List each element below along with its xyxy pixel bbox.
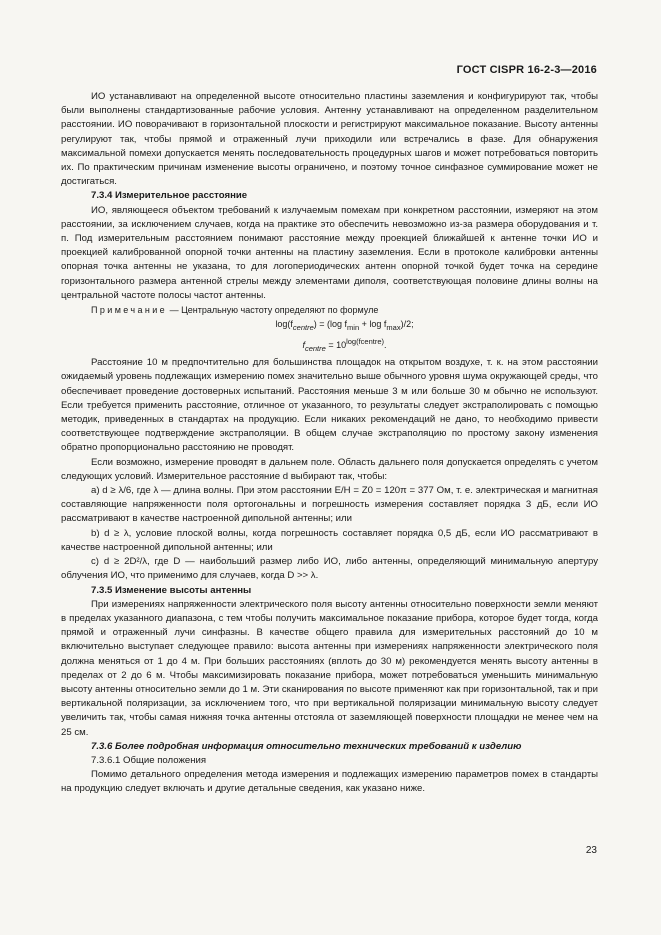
paragraph-preferred-distance: Расстояние 10 м предпочтительно для большинства площадок на открытом воздухе, т. к. на этом расстоянии ожидаемый уровень подлежащих измерению помех значительно выше обычного уровня шума окружающей среды, что обеспечивает проведение достоверных испытаний. Расстояния меньше 3 м или больше 30 м обычно не используют. Если требуется применить расстояние, отличное от указанного, то результаты следует экстраполировать с помощью методик, приведенных в стандартах на продукцию. Если никаких рекомендаций не дано, то необходимо привести соответствующее подтверждение экстраполяции. В общем случае экстраполяцию по простому закону изменения обратно пропорционально расстоянию не проводят. bbox=[61, 357, 598, 454]
page-number: 23 bbox=[585, 845, 597, 856]
paragraph-far-field: Если возможно, измерение проводят в дальнем поле. Область дальнего поля допускается определять с учетом следующих условий. Измерительное расстояние d выбирают так, чтобы: bbox=[61, 456, 598, 482]
paragraph-antenna-height: При измерениях напряженности электрического поля высоту антенны относительно поверхности земли меняют в пределах указанного диапазона, с тем чтобы получить максимальное показание прибора, которое будет тогда, когда прямой и отраженный лучи синфазны. В качестве общего правила для измерительных расстояний до 10 м включительно выступает следующее правило: высота антенны при измерениях напряженности электрического поля должна меняться от 1 до 4 м. При больших расстояниях (вплоть до 30 м) рекомендуется менять высоту антенны в пределах от 2 до 6 м. Чтобы максимизировать показание прибора, может потребоваться уменьшить минимальную высоту антенны относительно земли до 1 м. Эти сканирования по высоте применяют как при горизонтальной, так и при вертикальной поляризации, за исключением того, что при вертикальной поляризации минимальную высоту следует увеличить так, чтобы самая нижняя точка антенны отстояла от заземляющей поверхности площадки не менее чем на 25 см. bbox=[61, 598, 598, 738]
paragraph-general: Помимо детального определения метода измерения и подлежащих измерению параметров помех в стандарты на продукцию следует включать и другие детальные сведения, как указано ниже. bbox=[61, 769, 598, 795]
note-label: Примечание bbox=[91, 305, 168, 316]
note bbox=[61, 303, 598, 317]
list-item-c: c) d ≥ 2D²/λ, где D — наибольший размер либо ИО, либо антенны, определяющий минимальную апертуру облучения ИО, что применимо для случаев, когда D >> λ. bbox=[61, 556, 598, 582]
section-heading-7-3-5: 7.3.5 Изменение высоты антенны bbox=[91, 584, 252, 596]
paragraph-intro: ИО устанавливают на определенной высоте относительно пластины заземления и конфигурируют так, чтобы были выполнены стандартизованные рабочие условия. Антенну устанавливают на определенном разделительном расстоянии. ИО поворачивают в горизонтальной плоскости и регистрируют максимальное показание. Высоту антенны регулируют так, чтобы прямой и отраженный лучи приходили или встречались в фазе. Для обнаружения максимальной помехи допускается менять последовательность процедурных шагов и может потребоваться повторить их. По практическим причинам изменение высоты ограничено, и поэтому точное синфазное суммирование может не достигаться. bbox=[61, 91, 598, 188]
paragraph-distance-definition: ИО, являющееся объектом требований к излучаемым помехам при конкретном расстоянии, измеряют на этом расстоянии, за исключением случаев, когда на практике это обеспечить невозможно из-за размера оборудования и т. п. Под измерительным расстоянием понимают расстояние между проекцией ближайшей к антенне точки ИО и проекцией калиброванной опорной точки антенны на пластину заземления. Если в протоколе калибровки антенны опорная точка антенны не указана, то для логопериодических антенн опорной точкой будет точка на середине горизонтального размера антенной стрелы между элементами диполя, соответствующая половине длины волны на центральной частоте полосы частот антенны. bbox=[61, 204, 598, 301]
section-heading-7-3-6-1: 7.3.6.1 Общие положения bbox=[91, 754, 207, 766]
formula-log-centre: $\log(f_{centre}) = (\log$ $f_{min} + \log f_{max})/2$; bbox=[275, 319, 414, 333]
list-item-a: a) d ≥ λ/6, где λ — длина волны. При этом расстоянии E/H = Z0 = 120π = 377 Ом, т. е. электрическая и магнитная составляющие напряженности поля ортогональны и погрешность измерения составляет порядка 3 дБ, если ИО рассматривают в качестве настроенной дипольной антенны; или bbox=[61, 485, 598, 525]
formula-centre-frequency: $f_{centre} = 10^{log(fcentre)}$. bbox=[302, 337, 387, 354]
document-header: ГОСТ CISPR 16-2-3—2016 bbox=[456, 64, 597, 76]
list-item-b: b) d ≥ λ, условие плоской волны, когда погрешность составляет порядка 0,5 дБ, если ИО рассматривают в качестве настроенной дипольной антенны; или bbox=[61, 527, 598, 553]
section-heading-7-3-6: 7.3.6 Более подробная информация относительно технических требований к изделию bbox=[91, 740, 522, 752]
document-body bbox=[61, 90, 598, 797]
section-heading-7-3-4: 7.3.4 Измерительное расстояние bbox=[91, 190, 248, 202]
note-text: — Центральную частоту определяют по формуле bbox=[167, 305, 379, 316]
